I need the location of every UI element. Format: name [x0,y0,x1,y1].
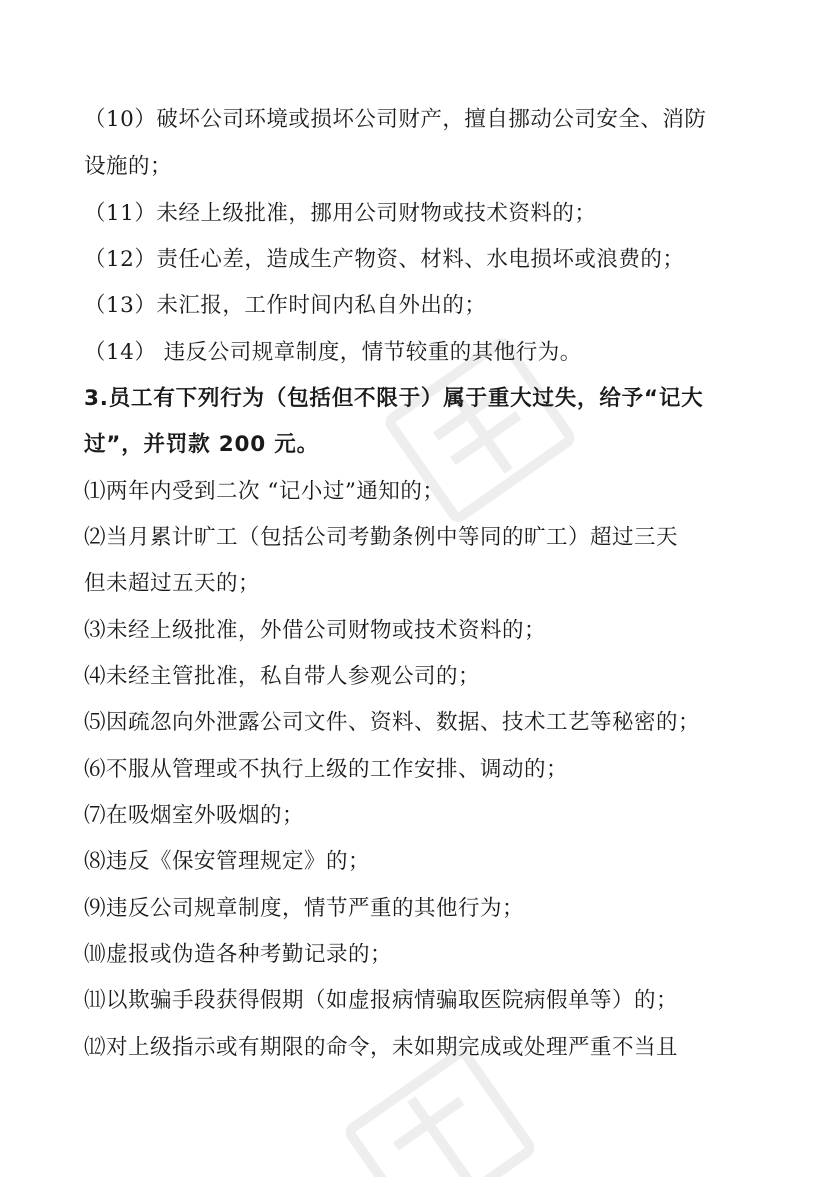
section-3-item-continued: 但未超过五天的； [84,571,261,596]
section-3-item: ⑴两年内受到二次 “记小过”通知的； [84,479,445,504]
section-3-item: ⑻违反《保安管理规定》的； [84,849,371,874]
clause-2-item-10-continued: 设施的； [84,154,173,179]
section-3-heading-line-1: 3.员工有下列行为（包括但不限于）属于重大过失，给予“记大 [84,386,704,411]
clause-2-item-13: （13）未汇报，工作时间内私自外出的； [84,293,487,318]
section-3-item: ⑾以欺骗手段获得假期（如虚报病情骗取医院病假单等）的； [84,988,679,1013]
clause-2-item-10: （10）破坏公司环境或损坏公司财产，擅自挪动公司安全、消防 [84,107,707,132]
section-3-item: ⑷未经主管批准，私自带人参观公司的； [84,664,481,689]
section-3-item: ⑺在吸烟室外吸烟的； [84,803,305,828]
section-3-item: ⑸因疏忽向外泄露公司文件、资料、数据、技术工艺等秘密的； [84,710,701,735]
section-3-item: ⑵当月累计旷工（包括公司考勤条例中等同的旷工）超过三天 [84,525,679,550]
section-3-item: ⑹不服从管理或不执行上级的工作安排、调动的； [84,757,569,782]
section-3-item: ⑿对上级指示或有期限的命令，未如期完成或处理严重不当且 [84,1035,679,1060]
section-3-item: ⑶未经上级批准，外借公司财物或技术资料的； [84,618,547,643]
section-3-item: ⑼违反公司规章制度，情节严重的其他行为； [84,896,525,921]
section-3-heading-line-2: 过”，并罚款 200 元。 [84,432,319,457]
clause-2-item-14: （14） 违反公司规章制度，情节较重的其他行为。 [84,340,582,365]
section-3-item: ⑽虚报或伪造各种考勤记录的； [84,942,393,967]
clause-2-item-11: （11）未经上级批准，挪用公司财物或技术资料的； [84,201,597,226]
clause-2-item-12: （12）责任心差，造成生产物资、材料、水电损坏或浪费的； [84,247,685,272]
